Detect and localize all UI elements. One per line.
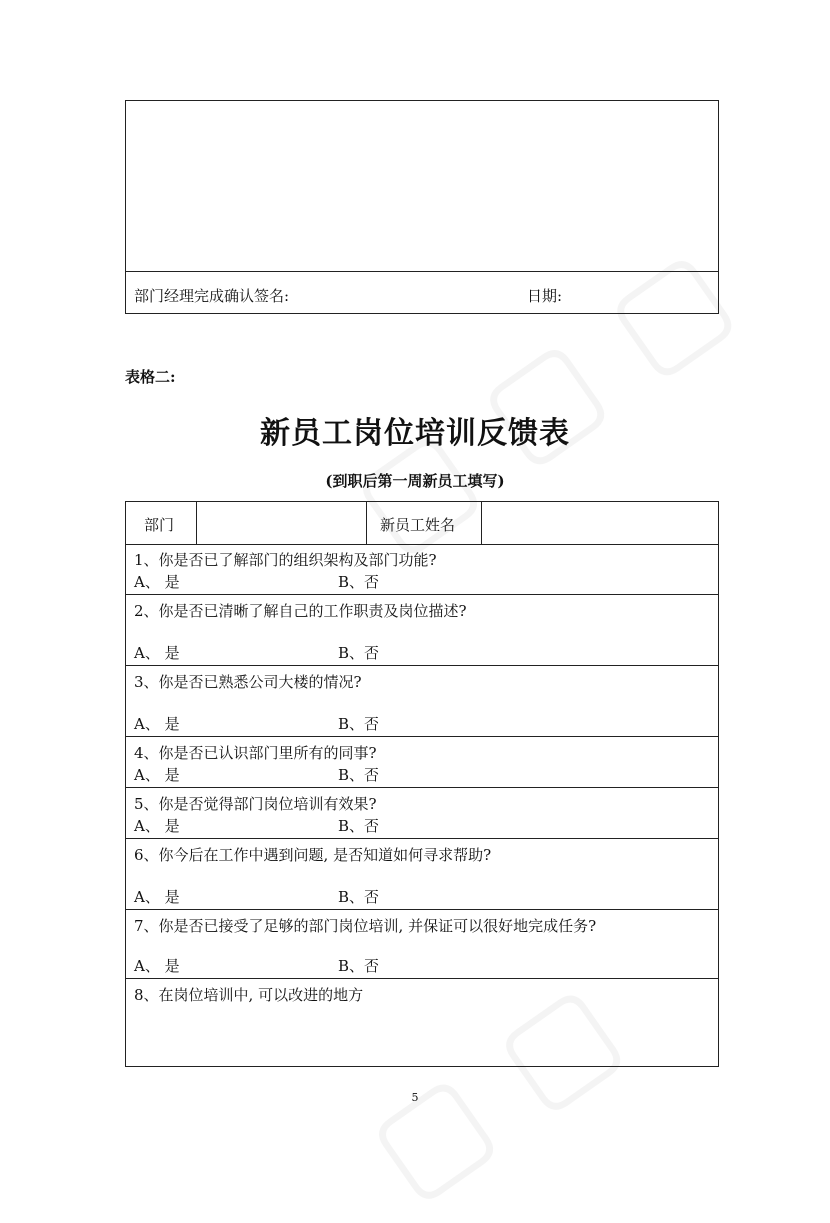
divider bbox=[196, 502, 197, 544]
feedback-form-table bbox=[125, 501, 719, 1067]
improvement-row[interactable] bbox=[126, 979, 718, 1067]
question-text: 4、你是否已认识部门里所有的同事? bbox=[134, 744, 377, 762]
date-label: 日期: bbox=[527, 287, 563, 305]
divider bbox=[366, 502, 367, 544]
option-a[interactable]: A、 是 bbox=[134, 644, 180, 662]
option-a[interactable]: A、 是 bbox=[134, 573, 180, 591]
option-a[interactable]: A、 是 bbox=[134, 766, 180, 784]
form-title: 新员工岗位培训反馈表 bbox=[260, 416, 570, 451]
option-a[interactable]: A、 是 bbox=[134, 715, 180, 733]
question-row bbox=[126, 737, 718, 788]
question-row bbox=[126, 544, 718, 595]
option-b[interactable]: B、否 bbox=[338, 766, 380, 784]
question-text: 1、你是否已了解部门的组织架构及部门功能? bbox=[134, 551, 437, 569]
page-number: 5 bbox=[411, 1091, 419, 1104]
option-b[interactable]: B、否 bbox=[338, 715, 380, 733]
form-subtitle: (到职后第一周新员工填写) bbox=[325, 472, 505, 490]
header-row bbox=[126, 502, 718, 545]
question-text: 6、你今后在工作中遇到问题, 是否知道如何寻求帮助? bbox=[134, 846, 492, 864]
manager-signature-label: 部门经理完成确认签名: bbox=[134, 287, 290, 305]
option-a[interactable]: A、 是 bbox=[134, 888, 180, 906]
option-b[interactable]: B、否 bbox=[338, 957, 380, 975]
section-label: 表格二: bbox=[125, 368, 176, 386]
question-text: 7、你是否已接受了足够的部门岗位培训, 并保证可以很好地完成任务? bbox=[134, 917, 597, 935]
option-a[interactable]: A、 是 bbox=[134, 817, 180, 835]
question-row bbox=[126, 788, 718, 839]
question-text: 8、在岗位培训中, 可以改进的地方 bbox=[134, 986, 364, 1004]
option-b[interactable]: B、否 bbox=[338, 573, 380, 591]
question-row bbox=[126, 666, 718, 737]
manager-confirmation-box bbox=[125, 100, 719, 314]
option-b[interactable]: B、否 bbox=[338, 817, 380, 835]
option-b[interactable]: B、否 bbox=[338, 888, 380, 906]
option-a[interactable]: A、 是 bbox=[134, 957, 180, 975]
divider bbox=[481, 502, 482, 544]
question-row bbox=[126, 910, 718, 979]
comment-area[interactable] bbox=[126, 101, 718, 272]
question-text: 3、你是否已熟悉公司大楼的情况? bbox=[134, 673, 362, 691]
option-b[interactable]: B、否 bbox=[338, 644, 380, 662]
question-row bbox=[126, 839, 718, 910]
name-label: 新员工姓名 bbox=[380, 516, 456, 534]
department-label: 部门 bbox=[144, 516, 175, 534]
question-text: 5、你是否觉得部门岗位培训有效果? bbox=[134, 795, 377, 813]
question-text: 2、你是否已清晰了解自己的工作职责及岗位描述? bbox=[134, 602, 467, 620]
question-row bbox=[126, 595, 718, 666]
